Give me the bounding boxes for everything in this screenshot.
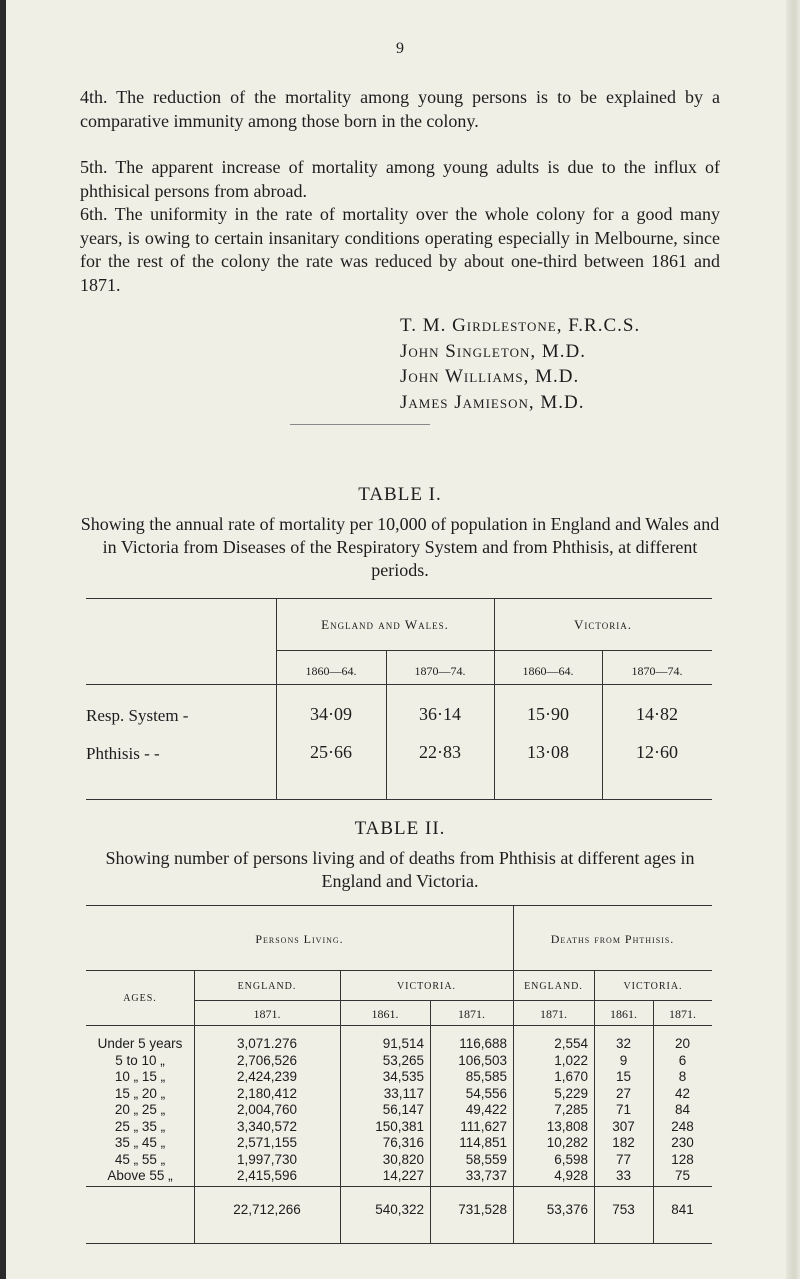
table2-total: 53,376 <box>546 1202 588 1217</box>
table2-cell: 8 <box>678 1069 687 1084</box>
table1-rule <box>86 799 712 800</box>
table1-value: 14·82 <box>636 704 678 724</box>
table1-rule <box>86 684 712 685</box>
table2-cell: 307 <box>612 1118 635 1134</box>
table1-rule <box>86 598 712 599</box>
signatory: T. M. Girdlestone, F.R.C.S. <box>400 315 641 336</box>
table1-value: 25·66 <box>310 742 352 762</box>
table2-cell: 1,022 <box>554 1052 588 1068</box>
table2-sub-header-victoria: VICTORIA. <box>623 981 683 992</box>
signatory: John Williams, M.D. <box>400 366 580 387</box>
table1-value: 12·60 <box>636 742 678 762</box>
table2-rule <box>86 1243 712 1244</box>
table2-cell: 56,147 <box>382 1102 424 1117</box>
table2-cell: 53,265 <box>382 1052 424 1068</box>
table1-group-header-victoria: Victoria. <box>574 617 632 632</box>
age-group: 35 „ 45 „ <box>114 1135 166 1150</box>
table2-cell: 91,514 <box>382 1036 424 1051</box>
table1-value: 15·90 <box>527 704 569 724</box>
table2-cell: 182 <box>612 1135 635 1150</box>
table2-cell: 6,598 <box>554 1151 588 1167</box>
table2-rule <box>86 905 712 906</box>
table2-rule <box>194 1000 712 1001</box>
paragraph-6th: 6th. The uniformity in the rate of mortality over the whole colony for a good many years, is owing to certain insanitary conditions operating especially in Melbourne, since for the rest of the colony the rate was reduced by about one-third between 1861 and 1871. <box>80 204 720 295</box>
table2-year: 1861. <box>610 1007 637 1021</box>
table2-cell: 1,997,730 <box>236 1151 298 1167</box>
page-edge-left <box>0 0 6 1279</box>
table2-cell: 2,415,596 <box>236 1168 298 1183</box>
table2-victoria-living-1861 <box>340 1036 424 1185</box>
table2-cell: 114,851 <box>459 1135 507 1150</box>
table2-cell: 2,180,412 <box>236 1085 298 1101</box>
table2-victoria-living-1871 <box>430 1036 507 1185</box>
table1-row-label-phthisis: Phthisis - - <box>86 744 160 763</box>
table2-cell: 2,706,526 <box>236 1052 298 1068</box>
table2-rule <box>86 1186 712 1187</box>
age-group: 15 „ 20 „ <box>114 1085 166 1101</box>
table2-cell: 3,071.276 <box>236 1036 298 1051</box>
table2-total: 753 <box>612 1202 635 1217</box>
table2-year: 1871. <box>669 1007 696 1021</box>
table2-cell: 7,285 <box>554 1102 588 1117</box>
table2-cell: 54,556 <box>465 1085 507 1101</box>
age-group: 20 „ 25 „ <box>114 1102 166 1117</box>
table1-value: 34·09 <box>310 704 352 724</box>
table1-period: 1870—74. <box>631 664 683 678</box>
table1-period: 1860—64. <box>305 664 357 678</box>
table2-cell: 85,585 <box>465 1069 507 1084</box>
table2-total: 731,528 <box>458 1202 507 1217</box>
signatories <box>400 313 640 415</box>
separator-rule <box>290 424 430 425</box>
signatory: James Jamieson, M.D. <box>400 391 585 413</box>
table2-cell: 76,316 <box>382 1135 424 1150</box>
table2-cell: 49,422 <box>465 1102 507 1117</box>
table2-title: TABLE II. <box>354 818 446 839</box>
table2-cell: 128 <box>671 1151 694 1167</box>
table2-cell: 33 <box>615 1168 632 1183</box>
table2-cell: 34,535 <box>382 1069 424 1084</box>
table2-cell: 2,571,155 <box>236 1135 298 1150</box>
table2-cell: 75 <box>674 1168 691 1183</box>
table2-cell: 248 <box>671 1118 694 1134</box>
table2-england-living-1871 <box>194 1036 340 1185</box>
page-number: 9 <box>396 40 404 57</box>
table1-value: 13·08 <box>527 742 569 762</box>
table2-sub-header-victoria: VICTORIA. <box>396 981 457 992</box>
table2-cell: 2,004,760 <box>236 1102 298 1117</box>
table2-cell: 4,928 <box>554 1168 588 1183</box>
table2-year: 1871. <box>458 1007 485 1021</box>
table2 <box>86 905 712 1245</box>
page-edge-right <box>786 0 800 1279</box>
table2-ages-header: AGES. <box>123 993 157 1004</box>
table2-rule <box>86 970 712 971</box>
table2-cell: 3,340,572 <box>236 1118 298 1134</box>
table2-year: 1871. <box>540 1007 567 1021</box>
table2-caption: Showing number of persons living and of deaths from Phthisis at different ages in England and Victoria. <box>105 848 695 891</box>
table2-cell: 32 <box>615 1036 632 1051</box>
table2-year: 1861. <box>371 1007 399 1021</box>
table2-cell: 106,503 <box>458 1052 507 1068</box>
table2-group-header-persons-living: Persons Living. <box>255 932 344 946</box>
table2-cell: 5,229 <box>554 1085 588 1101</box>
table2-cell: 10,282 <box>546 1135 588 1150</box>
table1-group-header-england: England and Wales. <box>321 617 449 632</box>
paragraph-4th: 4th. The reduction of the mortality among young persons is to be explained by a comparative immunity among those born in the colony. <box>80 87 720 131</box>
table2-cell: 15 <box>615 1069 632 1084</box>
table2-cell: 1,670 <box>554 1069 588 1084</box>
table2-total: 22,712,266 <box>233 1202 301 1217</box>
table2-cell: 2,554 <box>554 1036 588 1051</box>
table2-cell: 42 <box>674 1085 691 1101</box>
table2-cell: 2,424,239 <box>236 1069 298 1084</box>
table2-cell: 33,117 <box>383 1085 424 1101</box>
table2-cell: 116,688 <box>459 1036 507 1051</box>
age-group: 5 to 10 „ <box>115 1052 165 1068</box>
table2-cell: 20 <box>674 1036 691 1051</box>
table2-cell: 33,737 <box>465 1168 507 1183</box>
table2-cell: 30,820 <box>382 1151 424 1167</box>
signatory: John Singleton, M.D. <box>400 340 586 362</box>
table2-rule <box>86 1025 712 1026</box>
table2-sub-header-england: ENGLAND. <box>524 981 583 992</box>
table2-sub-header-england: ENGLAND. <box>237 981 297 992</box>
table2-cell: 9 <box>619 1052 628 1068</box>
age-group: Under 5 years <box>97 1036 183 1051</box>
table2-total: 540,322 <box>375 1202 424 1217</box>
table1-value: 22·83 <box>419 742 461 762</box>
paragraph-5th: 5th. The apparent increase of mortality among young adults is due to the influx of phthisical persons from abroad. <box>80 157 720 201</box>
table2-cell: 13,808 <box>546 1118 588 1134</box>
table2-cell: 58,559 <box>465 1151 507 1167</box>
table1-value: 36·14 <box>419 704 461 724</box>
table2-cell: 14,227 <box>382 1168 424 1183</box>
age-group: 45 „ 55 „ <box>114 1151 166 1167</box>
table2-cell: 150,381 <box>375 1118 424 1134</box>
table2-cell: 27 <box>615 1085 632 1101</box>
table2-ages-column <box>86 1036 194 1185</box>
table1-caption: Showing the annual rate of mortality per 10,000 of population in England and Wales and in Victoria from Diseases of the Respiratory System and from Phthisis, at different periods. <box>80 514 720 580</box>
table1-period: 1870—74. <box>414 664 466 678</box>
table2-year: 1871. <box>253 1007 281 1021</box>
table1 <box>86 598 712 800</box>
table1-row-label-resp: Resp. System - <box>86 706 189 725</box>
age-group: 25 „ 35 „ <box>114 1118 166 1134</box>
table2-victoria-deaths-1871 <box>653 1036 712 1185</box>
table2-cell: 111,627 <box>460 1118 507 1134</box>
table2-cell: 77 <box>615 1151 632 1167</box>
table2-cell: 6 <box>678 1052 687 1068</box>
table1-period: 1860—64. <box>522 664 574 678</box>
table2-total: 841 <box>671 1202 694 1217</box>
age-group: 10 „ 15 „ <box>114 1069 166 1084</box>
table2-cell: 230 <box>671 1135 694 1150</box>
age-group: Above 55 „ <box>107 1168 173 1183</box>
table2-england-deaths-1871 <box>513 1036 588 1185</box>
table2-cell: 71 <box>615 1102 632 1117</box>
table2-group-header-deaths: Deaths from Phthisis. <box>550 932 675 946</box>
table2-cell: 84 <box>674 1102 691 1117</box>
table2-victoria-deaths-1861 <box>594 1036 653 1185</box>
table1-title: TABLE I. <box>358 484 442 505</box>
